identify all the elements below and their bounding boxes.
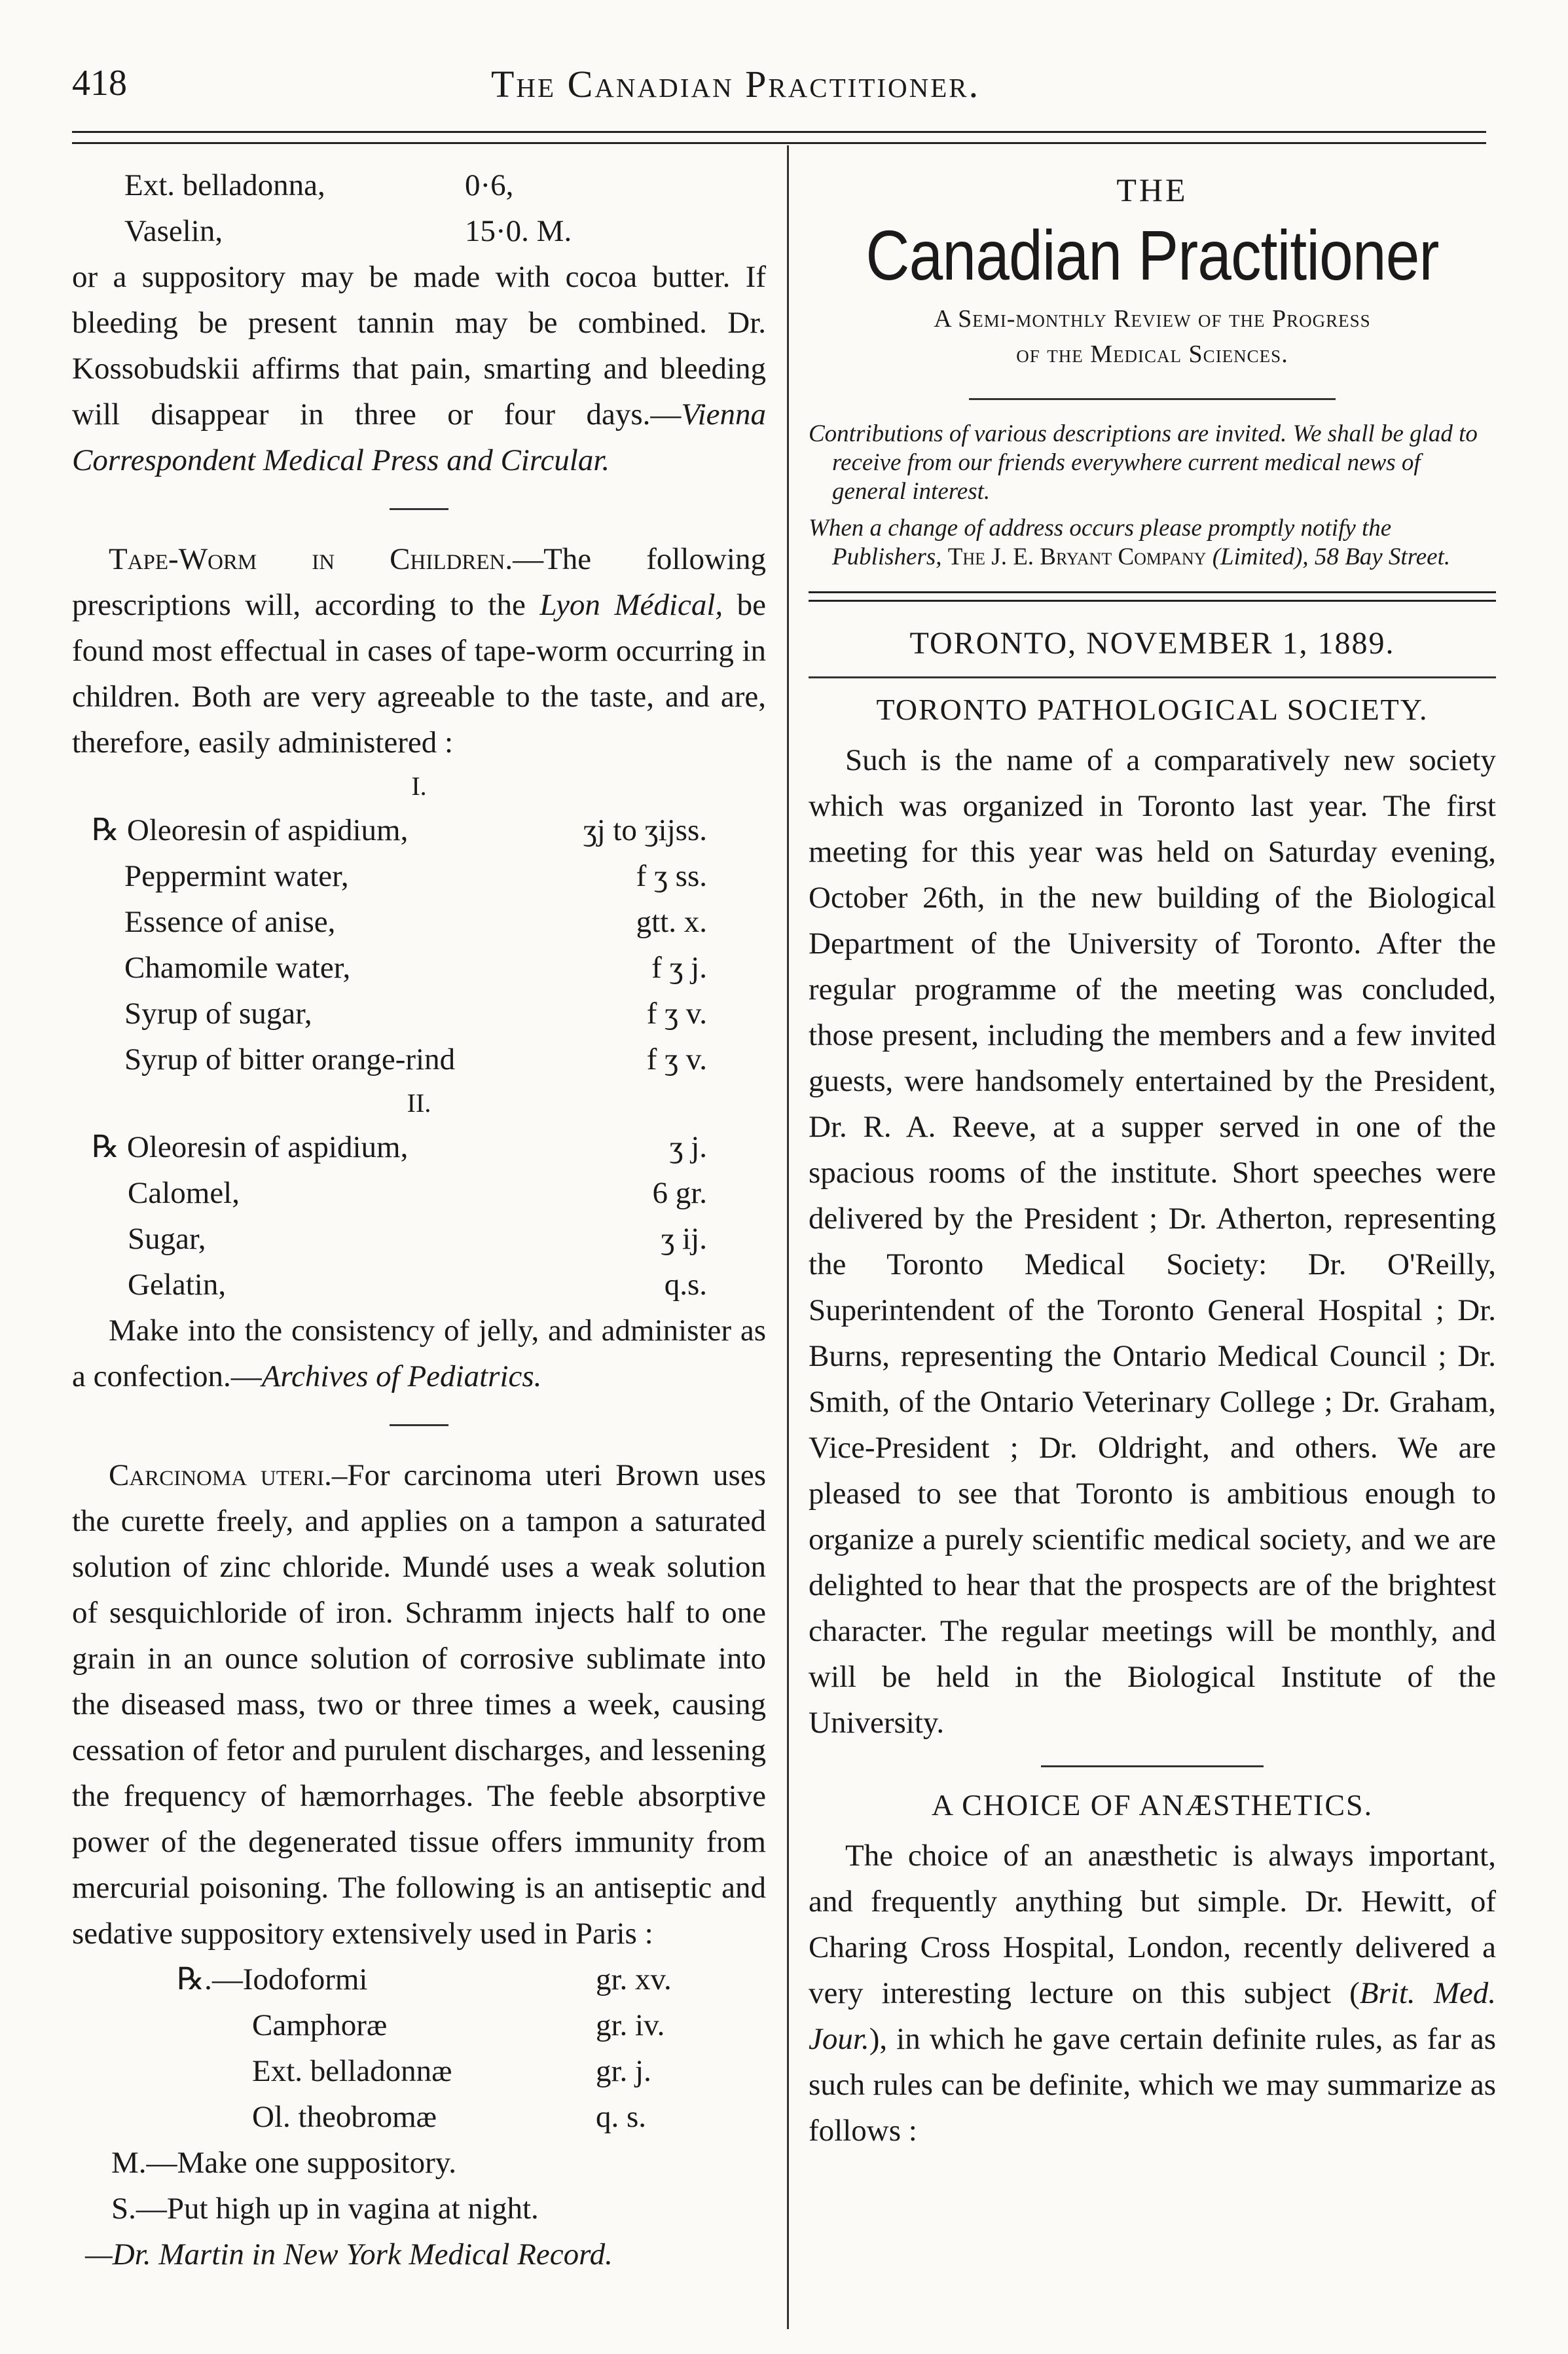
section-heading: Tape-Worm in Children.	[109, 542, 513, 576]
rx-row: Essence of anise, gtt. x.	[124, 905, 707, 939]
rx-row: ℞ Oleoresin of aspidium, ʒj to ʒijss.	[92, 813, 707, 847]
m-line: M.—Make one suppository.	[111, 2146, 456, 2180]
source-citation: Archives of Pediatrics.	[261, 1359, 542, 1393]
source-citation: Vienna Correspondent Medical Press and Circular.	[72, 397, 766, 477]
source-citation: —Dr. Martin in New York Medical Record.	[85, 2237, 613, 2271]
rx-row: Camphoræ gr. iv.	[252, 2008, 665, 2042]
rx-item: Vaselin,	[124, 214, 223, 248]
masthead-the: THE	[1116, 172, 1188, 208]
rx-list-3	[72, 1957, 766, 2140]
section-divider	[390, 1424, 448, 1426]
dateline-rule	[809, 676, 1496, 678]
running-title: The Canadian Practitioner.	[491, 63, 981, 105]
tapeworm-closing: Make into the consistency of jelly, and administer as a confection.—Archives of Pediatrics.	[72, 1314, 766, 1393]
rx-list-1	[72, 807, 766, 1082]
rx-row: Peppermint water, f ʒ ss.	[124, 859, 707, 893]
section-divider	[390, 508, 448, 510]
carcinoma-paragraph: Carcinoma uteri.–For carcinoma uteri Brown uses the curette freely, and applies on a tampon a saturated solution of zinc chloride. Mundé uses a weak solution of sesquichloride of iron. Schramm injects half to one grain in an ounce solution of corrosive sublimate into the diseased mass, two or three times a week, causing cessation of fetor and purulent discharges, and lessening the frequency of hæmorrhages. The feeble absorptive power of the degenerated tissue offers immunity from mercurial poisoning. The following is an antiseptic and sedative suppository extensively used in Paris :	[72, 1458, 766, 1951]
suppository-paragraph: or a suppository may be made with cocoa butter. If bleeding be present tannin may be combined. Dr. Kossobudskii affirms that pain, smarting and bleeding will disappear in three or four days.—Vienna Correspondent Medical Press and Circular.	[72, 260, 766, 477]
masthead-title: Canadian Practitioner	[866, 215, 1439, 295]
rx-row: Calomel, 6 gr.	[128, 1176, 707, 1210]
rx-row: Chamomile water, f ʒ j.	[124, 951, 707, 985]
anaesthetics-paragraph: The choice of an anæsthetic is always important, and frequently anything but simple. Dr. Hewitt, of Charing Cross Hospital, London, recently delivered a very interesting lecture on this subject (Brit. Med. Jour.), in which he gave certain definite rules, as far as such rules can be definite, which we may summarize as follows :	[809, 1839, 1496, 2148]
notice-rule	[809, 591, 1496, 602]
address-notice: When a change of address occurs please promptly notify the Publishers, The J. E. Bryant Company (Limited), 58 Bay Street.	[809, 515, 1451, 570]
prescription-numeral: I.	[411, 771, 427, 801]
rx-top	[72, 162, 648, 254]
rx-row: Gelatin, q.s.	[128, 1268, 707, 1302]
rx-row: ℞.—Iodoformi gr. xv.	[177, 1962, 672, 1996]
left-column	[72, 162, 766, 2277]
rx-row: Sugar, ʒ ij.	[128, 1222, 707, 1256]
tapeworm-paragraph: Tape-Worm in Children.—The following prescriptions will, according to the Lyon Médical, be found most effectual in cases of tape-worm occurring in children. Both are very agreeable to the taste, and are, therefore, easily administered :	[72, 542, 766, 760]
rx-dose: 0·6,	[465, 168, 514, 202]
masthead-rule	[969, 398, 1336, 400]
section-heading: TORONTO PATHOLOGICAL SOCIETY.	[876, 693, 1429, 726]
rx-dose: 15·0. M.	[465, 214, 572, 248]
header-rule	[72, 131, 1486, 144]
society-paragraph: Such is the name of a comparatively new society which was organized in Toronto last year. The first meeting for this year was held on Saturday evening, October 26th, in the new building of the Biological Department of the University of Toronto. After the regular programme of the meeting was concluded, those present, including the members and a few invited guests, were handsomely entertained by the President, Dr. R. A. Reeve, at a supper served in one of the spacious rooms of the institute. Short speeches were delivered by the President ; Dr. Atherton, representing the Toronto Medical Society: Dr. O'Reilly, Superintendent of the Toronto General Hospital ; Dr. Burns, representing the Ontario Medical Council ; Dr. Smith, of the Ontario Veterinary College ; Dr. Graham, Vice-President ; Dr. Oldright, and others. We are pleased to see that Toronto is ambitious enough to organize a purely scientific medical society, and we are delighted to hear that the prospects are of the brightest character. The regular meetings will be monthly, and will be held in the Biological Institute of the University.	[809, 743, 1496, 1740]
rx-row: Syrup of sugar, f ʒ v.	[124, 997, 707, 1031]
section-heading: Carcinoma uteri.	[109, 1458, 332, 1492]
rx-row: Ol. theobromæ q. s.	[252, 2100, 647, 2134]
page-header	[72, 62, 1486, 121]
dateline: TORONTO, NOVEMBER 1, 1889.	[909, 626, 1395, 661]
rx-list-2	[72, 1124, 766, 1308]
section-divider	[1041, 1765, 1264, 1767]
contributions-notice: Contributions of various descriptions are invited. We shall be glad to receive from our friends everywhere current medical news of general interest.	[809, 420, 1478, 505]
rx-row	[124, 208, 648, 254]
rx-row	[124, 162, 648, 208]
section-heading: A CHOICE OF ANÆSTHETICS.	[931, 1788, 1374, 1822]
s-line: S.—Put high up in vagina at night.	[111, 2192, 539, 2226]
masthead-subtitle: of the Medical Sciences.	[1016, 340, 1288, 368]
rx-row: Ext. belladonnæ gr. j.	[252, 2054, 651, 2088]
column-divider	[787, 145, 789, 2329]
right-column	[809, 162, 1496, 2154]
rx-row: ℞ Oleoresin of aspidium, ʒ j.	[92, 1130, 707, 1164]
rx-item: Ext. belladonna,	[124, 168, 325, 202]
masthead-subtitle: A Semi-monthly Review of the Progress	[934, 305, 1371, 333]
rx-row: Syrup of bitter orange-rind f ʒ v.	[124, 1042, 707, 1076]
prescription-numeral: II.	[407, 1088, 431, 1118]
page-number: 418	[72, 63, 127, 103]
